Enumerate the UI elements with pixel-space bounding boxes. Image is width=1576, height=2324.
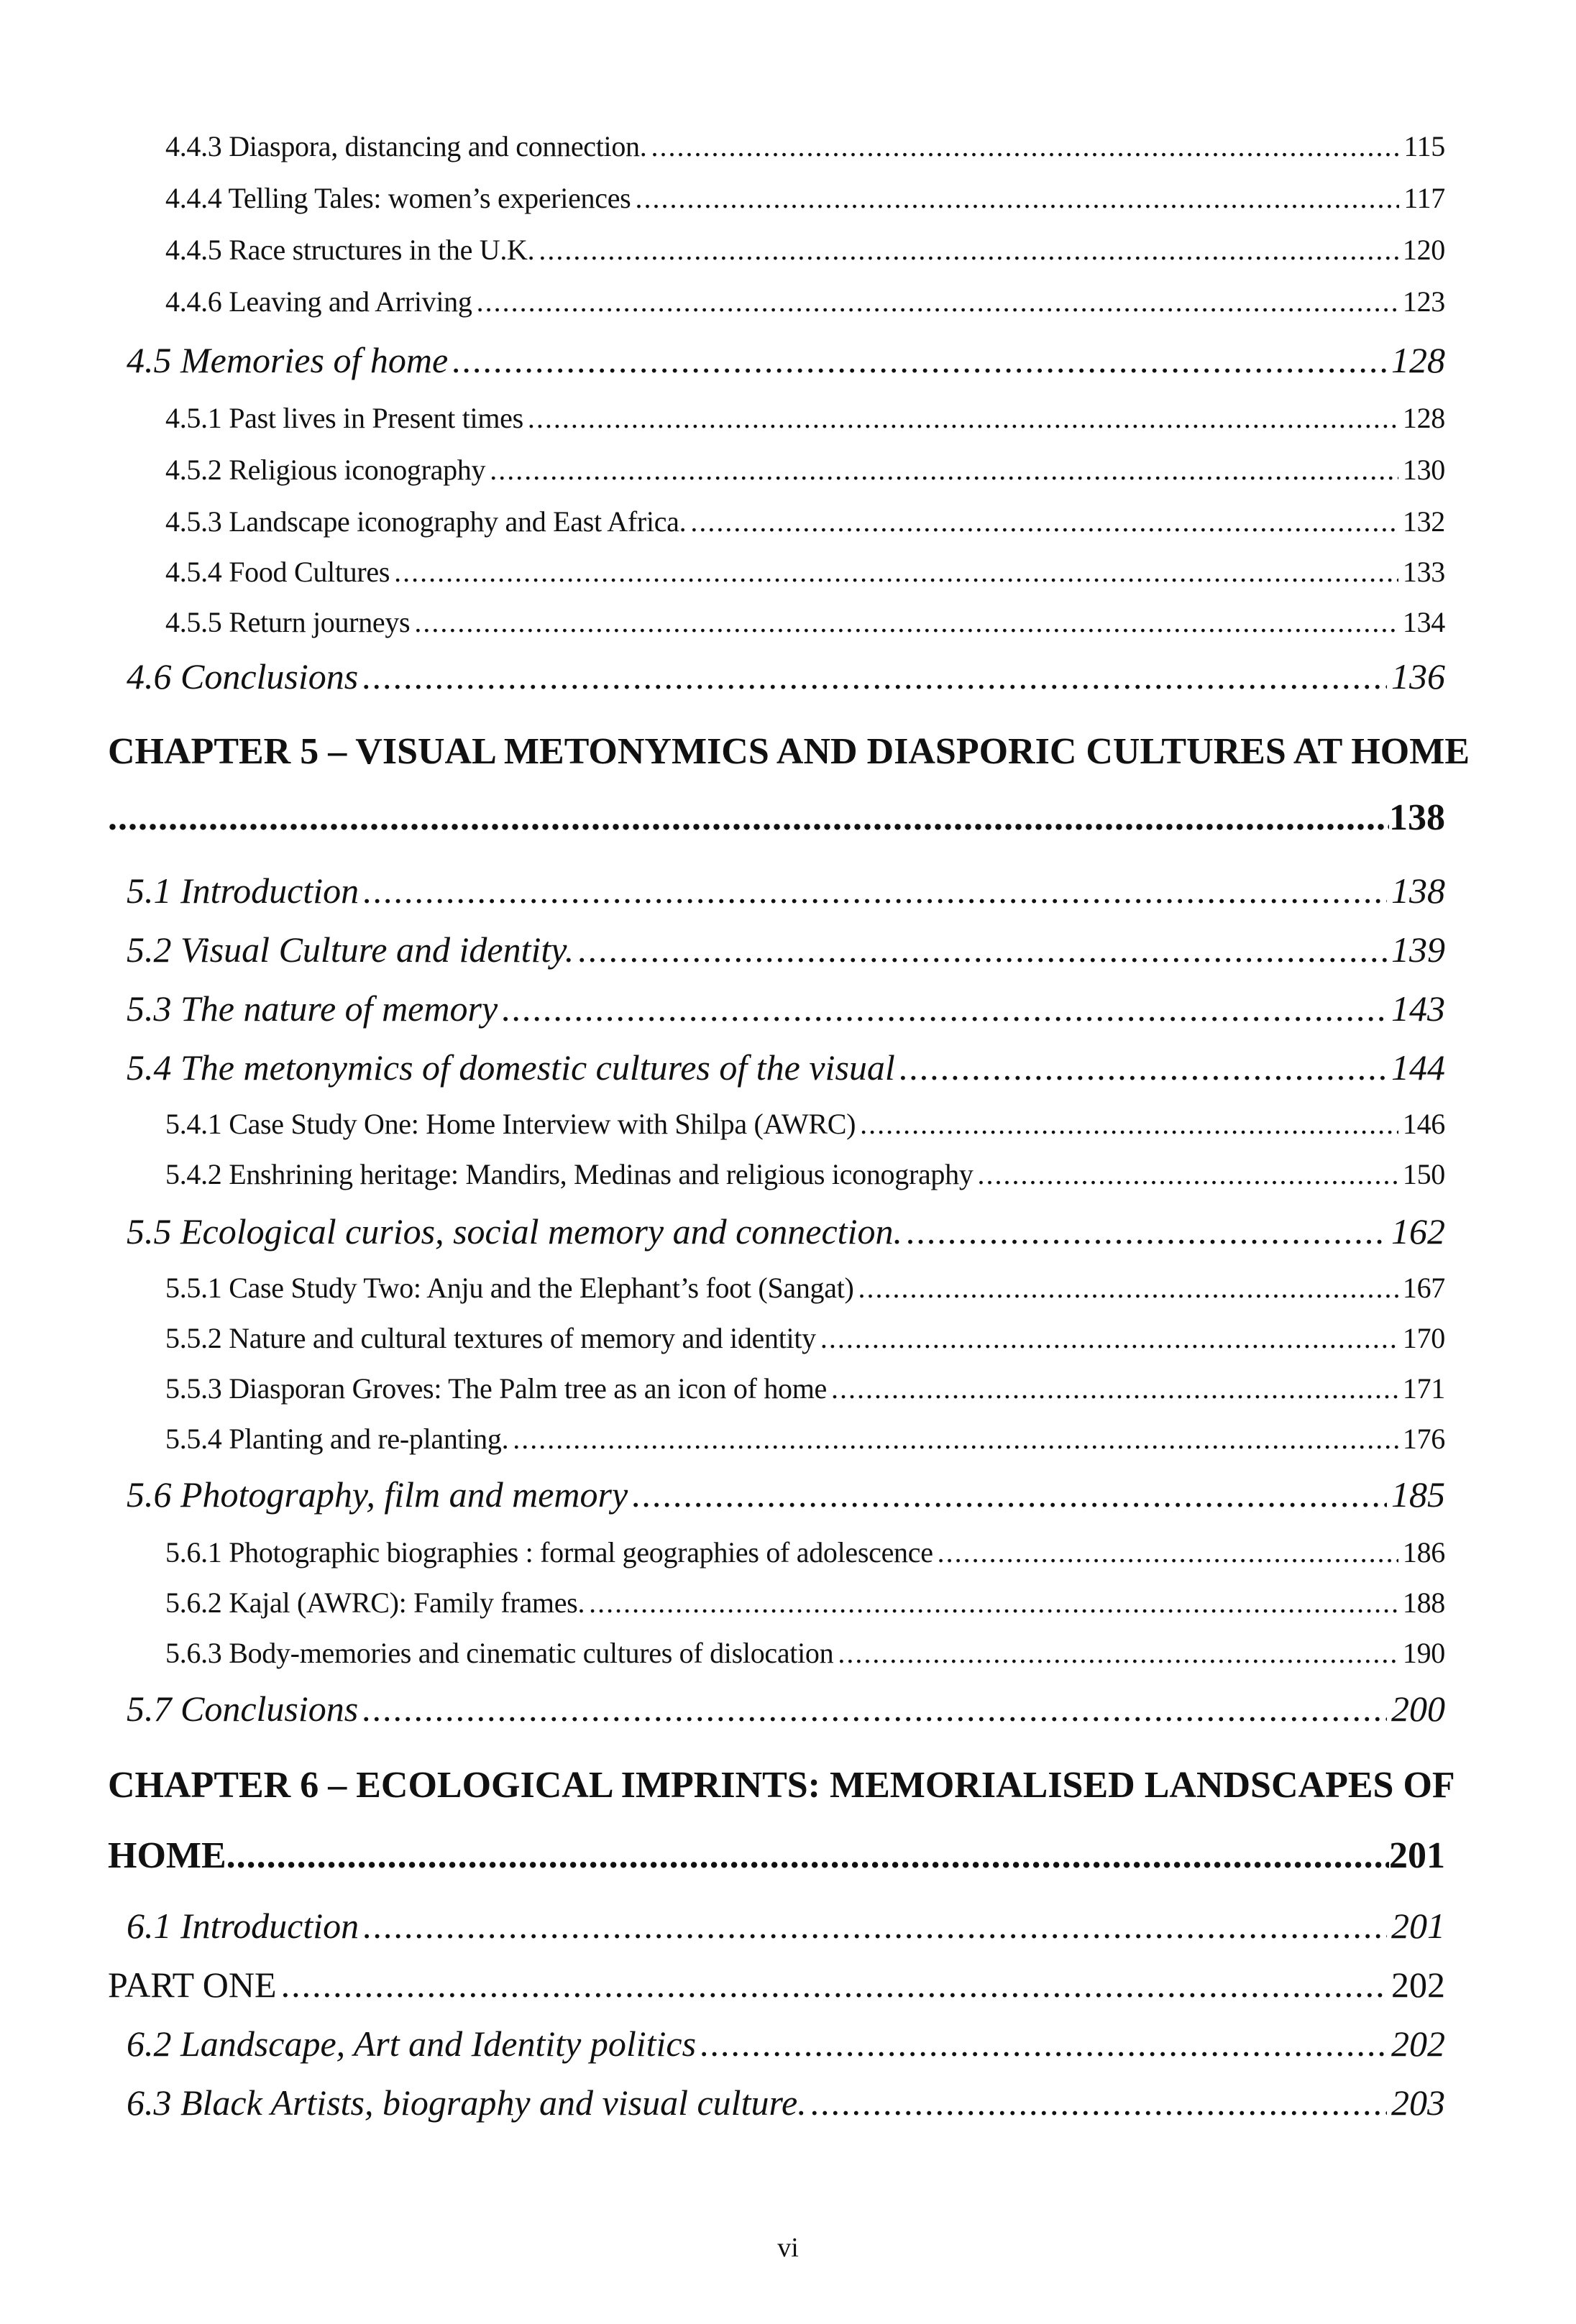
dot-leader bbox=[938, 1535, 1398, 1569]
toc-section-label: 6.3 Black Artists, biography and visual culture. bbox=[127, 2082, 807, 2123]
dot-leader bbox=[589, 1586, 1398, 1620]
dot-leader bbox=[281, 1964, 1387, 2006]
toc-section-label: 5.6 Photography, film and memory bbox=[127, 1474, 628, 1515]
dot-leader bbox=[502, 988, 1387, 1029]
toc-section-6-3[interactable] bbox=[127, 2082, 1445, 2123]
dot-leader bbox=[838, 1636, 1398, 1670]
toc-section-page: 203 bbox=[1391, 2082, 1445, 2123]
toc-entry-label: 5.4.2 Enshrining heritage: Mandirs, Medinas and religious iconography bbox=[165, 1158, 973, 1190]
toc-entry-page: 186 bbox=[1402, 1536, 1445, 1569]
chapter-6-page-line[interactable] bbox=[108, 1834, 1445, 1877]
toc-section-page: 200 bbox=[1391, 1689, 1445, 1729]
toc-entry-label: 5.5.3 Diasporan Groves: The Palm tree as an icon of home bbox=[165, 1372, 827, 1405]
toc-entry-4-5-2[interactable] bbox=[165, 453, 1445, 487]
toc-section-5-2[interactable] bbox=[127, 929, 1445, 970]
chapter-6-page: 201 bbox=[1389, 1835, 1445, 1876]
dot-leader bbox=[362, 656, 1387, 697]
toc-entry-page: 146 bbox=[1402, 1108, 1445, 1140]
toc-entry-4-5-1[interactable] bbox=[165, 401, 1445, 435]
dot-leader bbox=[528, 401, 1398, 435]
toc-entry-5-5-1[interactable] bbox=[165, 1271, 1445, 1305]
toc-entry-label: 4.4.3 Diaspora, distancing and connection. bbox=[165, 130, 647, 162]
toc-entry-4-5-3[interactable] bbox=[165, 505, 1445, 538]
toc-entry-page: 117 bbox=[1403, 182, 1445, 214]
toc-entry-5-4-2[interactable] bbox=[165, 1157, 1445, 1191]
toc-entry-page: 132 bbox=[1402, 505, 1445, 538]
toc-entry-page: 176 bbox=[1402, 1423, 1445, 1455]
toc-entry-label: 4.5.4 Food Cultures bbox=[165, 556, 390, 588]
chapter-5-heading[interactable]: CHAPTER 5 – VISUAL METONYMICS AND DIASPORIC CULTURES AT HOME bbox=[108, 731, 1470, 772]
toc-part-page: 202 bbox=[1391, 1965, 1445, 2005]
toc-entry-page: 167 bbox=[1402, 1272, 1445, 1304]
toc-entry-page: 115 bbox=[1403, 130, 1445, 162]
toc-entry-page: 130 bbox=[1402, 454, 1445, 486]
dot-leader bbox=[362, 1688, 1387, 1730]
toc-entry-label: 5.6.1 Photographic biographies : formal geographies of adolescence bbox=[165, 1536, 933, 1569]
toc-section-4-6[interactable] bbox=[127, 656, 1445, 697]
dot-leader bbox=[690, 505, 1398, 538]
toc-section-label: 5.1 Introduction bbox=[127, 871, 359, 911]
dot-leader bbox=[811, 2082, 1387, 2123]
toc-section-label: 6.1 Introduction bbox=[127, 1906, 359, 1946]
toc-entry-4-4-4[interactable] bbox=[165, 181, 1445, 215]
toc-entry-5-5-4[interactable] bbox=[165, 1422, 1445, 1456]
toc-entry-page: 171 bbox=[1402, 1372, 1445, 1405]
toc-entry-label: 4.4.4 Telling Tales: women’s experiences bbox=[165, 182, 631, 214]
toc-section-4-5[interactable] bbox=[127, 339, 1445, 381]
toc-section-5-6[interactable] bbox=[127, 1474, 1445, 1515]
toc-entry-4-4-6[interactable] bbox=[165, 285, 1445, 318]
dot-leader bbox=[452, 339, 1387, 381]
dot-leader bbox=[820, 1321, 1398, 1355]
dot-leader bbox=[858, 1271, 1398, 1305]
chapter-6-heading[interactable]: CHAPTER 6 – ECOLOGICAL IMPRINTS: MEMORIALISED LANDSCAPES OF bbox=[108, 1765, 1455, 1806]
toc-section-page: 128 bbox=[1391, 340, 1445, 380]
dot-leader bbox=[860, 1107, 1398, 1141]
toc-entry-page: 170 bbox=[1402, 1322, 1445, 1354]
toc-section-5-1[interactable] bbox=[127, 870, 1445, 911]
toc-section-label: 5.2 Visual Culture and identity. bbox=[127, 929, 574, 970]
dot-leader bbox=[394, 555, 1398, 589]
toc-entry-5-6-3[interactable] bbox=[165, 1636, 1445, 1670]
toc-entry-5-5-3[interactable] bbox=[165, 1372, 1445, 1405]
toc-section-page: 201 bbox=[1391, 1906, 1445, 1946]
toc-entry-page: 120 bbox=[1402, 234, 1445, 266]
dot-leader bbox=[490, 453, 1398, 487]
dot-leader bbox=[513, 1422, 1398, 1456]
toc-section-label: 6.2 Landscape, Art and Identity politics bbox=[127, 2024, 697, 2064]
toc-part-label: PART ONE bbox=[108, 1965, 277, 2005]
toc-section-label: 5.4 The metonymics of domestic cultures of the visual bbox=[127, 1047, 895, 1088]
toc-section-label: 5.7 Conclusions bbox=[127, 1689, 359, 1729]
toc-section-page: 185 bbox=[1391, 1474, 1445, 1515]
toc-entry-label: 5.5.4 Planting and re-planting. bbox=[165, 1423, 509, 1455]
toc-section-6-1[interactable] bbox=[127, 1905, 1445, 1947]
dot-leader bbox=[363, 1905, 1387, 1947]
toc-entry-label: 4.5.5 Return journeys bbox=[165, 606, 411, 638]
toc-entry-page: 134 bbox=[1402, 606, 1445, 638]
toc-entry-page: 188 bbox=[1402, 1586, 1445, 1619]
toc-entry-page: 190 bbox=[1402, 1637, 1445, 1669]
toc-entry-5-6-2[interactable] bbox=[165, 1586, 1445, 1620]
chapter-5-page-line[interactable] bbox=[108, 796, 1445, 839]
dot-leader bbox=[978, 1157, 1398, 1191]
toc-entry-label: 4.5.1 Past lives in Present times bbox=[165, 402, 523, 434]
toc-section-page: 143 bbox=[1391, 988, 1445, 1029]
toc-entry-page: 128 bbox=[1402, 402, 1445, 434]
dot-leader bbox=[578, 929, 1387, 970]
dot-leader bbox=[632, 1474, 1387, 1515]
toc-entry-label: 5.6.2 Kajal (AWRC): Family frames. bbox=[165, 1586, 585, 1619]
chapter-6-heading-continued: HOME bbox=[108, 1835, 226, 1876]
dot-leader bbox=[477, 285, 1398, 318]
dot-leader bbox=[831, 1372, 1398, 1405]
dot-leader bbox=[108, 796, 1389, 839]
dot-leader bbox=[226, 1834, 1389, 1877]
toc-entry-4-5-5[interactable] bbox=[165, 605, 1445, 639]
toc-entry-label: 4.4.6 Leaving and Arriving bbox=[165, 285, 472, 318]
toc-part-one[interactable] bbox=[108, 1964, 1445, 2006]
chapter-5-page: 138 bbox=[1389, 797, 1445, 838]
toc-section-5-4[interactable] bbox=[127, 1047, 1445, 1088]
toc-entry-5-5-2[interactable] bbox=[165, 1321, 1445, 1355]
dot-leader bbox=[539, 233, 1398, 267]
toc-entry-label: 5.5.1 Case Study Two: Anju and the Elephant’s foot (Sangat) bbox=[165, 1272, 854, 1304]
dot-leader bbox=[651, 129, 1399, 163]
toc-section-page: 136 bbox=[1391, 656, 1445, 697]
toc-section-6-2[interactable] bbox=[127, 2023, 1445, 2064]
toc-entry-4-5-4[interactable] bbox=[165, 555, 1445, 589]
toc-entry-4-4-3[interactable] bbox=[165, 129, 1445, 163]
toc-entry-5-4-1[interactable] bbox=[165, 1107, 1445, 1141]
dot-leader bbox=[363, 870, 1387, 911]
toc-section-label: 4.5 Memories of home bbox=[127, 340, 449, 380]
toc-section-label: 4.6 Conclusions bbox=[127, 656, 359, 697]
toc-section-page: 162 bbox=[1391, 1211, 1445, 1251]
toc-entry-4-4-5[interactable] bbox=[165, 233, 1445, 267]
toc-section-page: 139 bbox=[1391, 929, 1445, 970]
toc-section-5-5[interactable] bbox=[127, 1211, 1445, 1252]
toc-entry-label: 4.5.3 Landscape iconography and East Africa. bbox=[165, 505, 687, 538]
page-number: vi bbox=[777, 2233, 799, 2263]
toc-section-label: 5.3 The nature of memory bbox=[127, 988, 498, 1029]
toc-entry-label: 4.5.2 Religious iconography bbox=[165, 454, 486, 486]
toc-entry-page: 150 bbox=[1402, 1158, 1445, 1190]
dot-leader bbox=[700, 2023, 1387, 2064]
toc-entry-page: 123 bbox=[1402, 285, 1445, 318]
toc-entry-5-6-1[interactable] bbox=[165, 1535, 1445, 1569]
toc-entry-label: 4.4.5 Race structures in the U.K. bbox=[165, 234, 535, 266]
dot-leader bbox=[635, 181, 1399, 215]
toc-section-label: 5.5 Ecological curios, social memory and connection. bbox=[127, 1211, 902, 1251]
toc-entry-label: 5.5.2 Nature and cultural textures of memory and identity bbox=[165, 1322, 816, 1354]
dot-leader bbox=[899, 1047, 1387, 1088]
toc-entry-label: 5.6.3 Body-memories and cinematic cultures of dislocation bbox=[165, 1637, 834, 1669]
toc-section-page: 202 bbox=[1391, 2024, 1445, 2064]
toc-entry-label: 5.4.1 Case Study One: Home Interview with Shilpa (AWRC) bbox=[165, 1108, 856, 1140]
toc-section-page: 144 bbox=[1391, 1047, 1445, 1088]
toc-entry-page: 133 bbox=[1402, 556, 1445, 588]
toc-section-page: 138 bbox=[1391, 871, 1445, 911]
toc-section-5-3[interactable] bbox=[127, 988, 1445, 1029]
dot-leader bbox=[907, 1211, 1387, 1252]
dot-leader bbox=[414, 605, 1398, 639]
toc-section-5-7[interactable] bbox=[127, 1688, 1445, 1730]
